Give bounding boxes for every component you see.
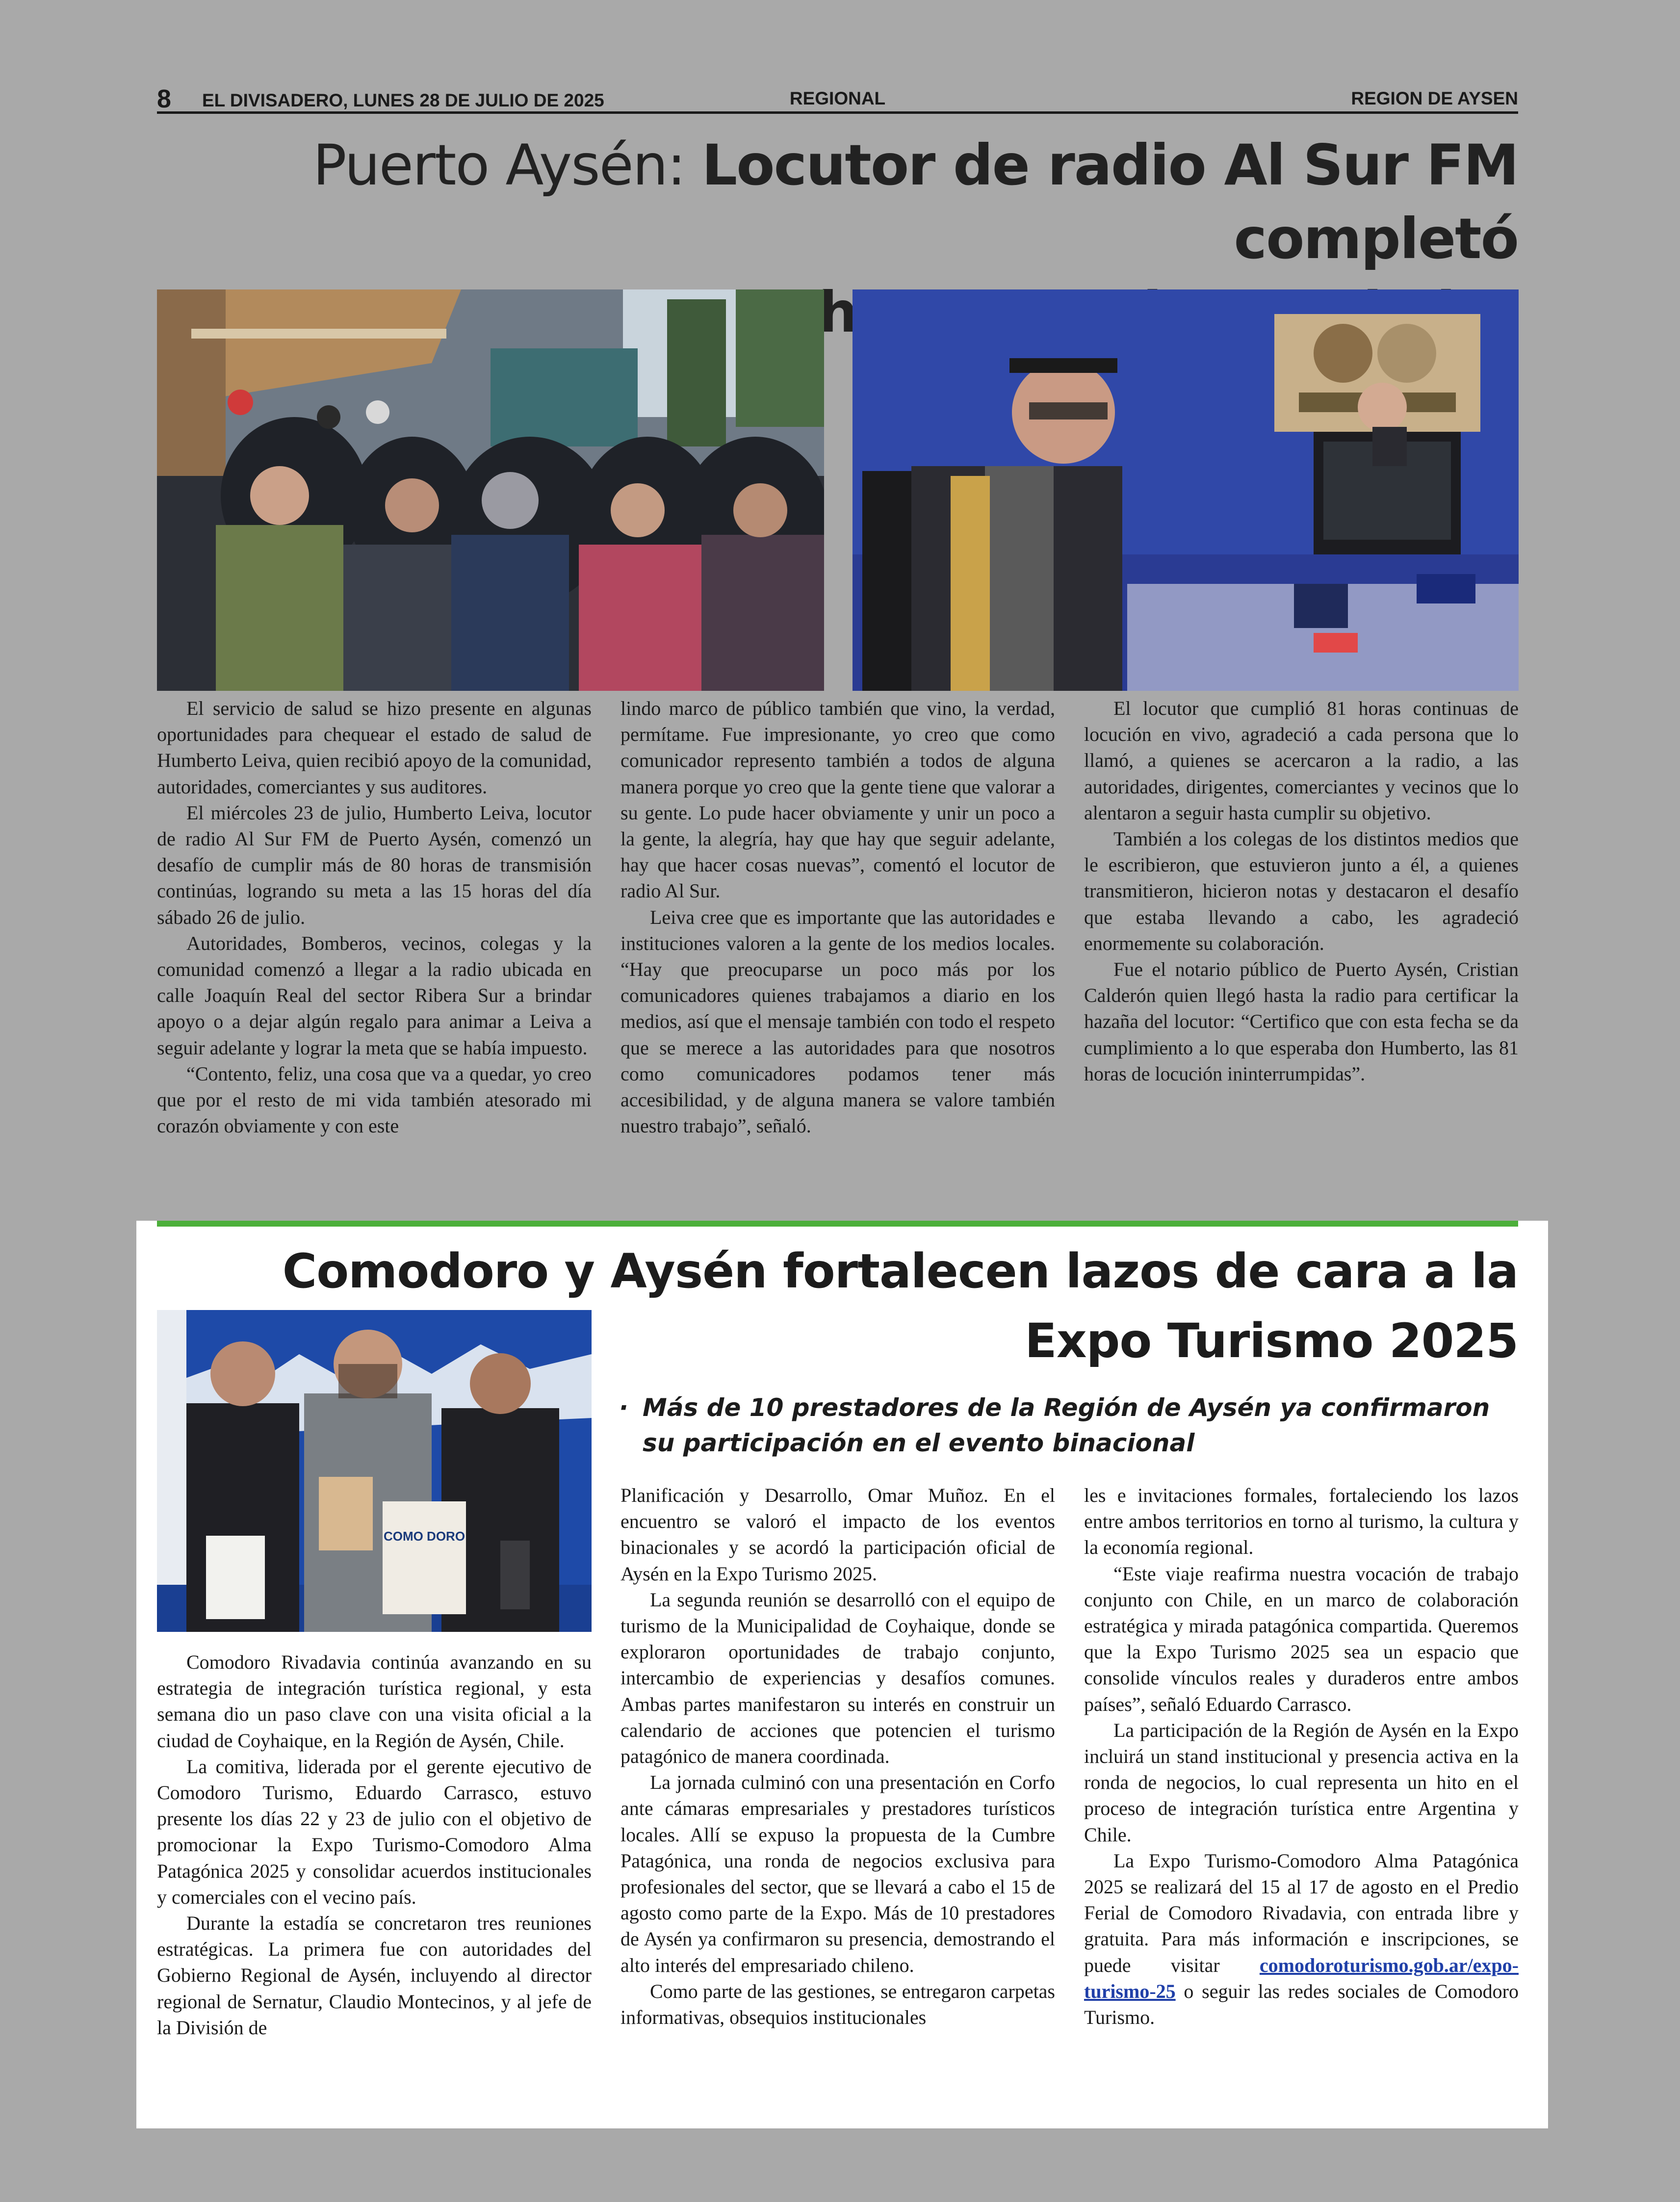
newspaper-dateline: EL DIVISADERO, LUNES 28 DE JULIO DE 2025 — [202, 90, 604, 110]
article1-headline-line1 — [157, 129, 1518, 276]
paragraph: “Contento, feliz, una cosa que va a quedar, yo creo que por el resto de mi vida también atesorado mi corazón obviamente y con este — [157, 1062, 592, 1137]
paragraph — [1084, 1848, 1519, 2030]
expo-link[interactable]: comodoroturismo.gob.ar/expo-turismo-25 — [1084, 1954, 1519, 2002]
article2-column-3 — [1084, 1482, 1519, 2030]
article1-column-1 — [157, 695, 592, 1139]
article2-headline-line1: Comodoro y Aysén fortalecen lazos de cara a la — [282, 1244, 1518, 1299]
article1-column-3 — [1084, 695, 1519, 1087]
paragraph: Planificación y Desarrollo, Omar Muñoz. En el encuentro se valoró el impacto de los eventos binacionales y se acordó la participación oficial de Aysén en la Expo Turismo 2025. — [620, 1484, 1055, 1585]
paragraph: El miércoles 23 de julio, Humberto Leiva, locutor de radio Al Sur FM de Puerto Aysén, comenzó un desafío de cumplir más de 80 horas de transmisión continúas, logrando su meta a las 15 horas del día sábado 26 de julio. — [157, 801, 592, 928]
paragraph: La participación de la Región de Aysén en la Expo incluirá un stand institucional y presencia activa en la ronda de negocios, lo cual representa un hito en el proceso de integración turística entre Argentina y Chile. — [1084, 1719, 1519, 1846]
paragraph: La segunda reunión se desarrolló con el equipo de turismo de la Municipalidad de Coyhaique, donde se exploraron oportunidades de trabajo conjunto, intercambio de experiencias y desafíos comunes. Ambas partes manifestaron su interés en construir un calendario de acciones que potencien el turismo patagónico de manera coordinada. — [620, 1588, 1055, 1768]
paragraph: Como parte de las gestiones, se entregaron carpetas informativas, obsequios institucionales — [620, 1980, 1055, 2029]
paragraph: El servicio de salud se hizo presente en algunas oportunidades para chequear el estado de salud de Humberto Leiva, quien recibió apoyo de la comunidad, autoridades, comerciantes y sus auditores. — [157, 697, 592, 798]
article2-column-2 — [620, 1482, 1055, 2030]
paragraph: Leiva cree que es importante que las autoridades e instituciones valoren a la gente de los medios locales. “Hay que preocuparse un poco más por los comunicadores quienes trabajamos a diario en los medios, así que el mensaje también con todo el respeto que se merece a las autoridades para que nosotros como comunicadores podamos tener más accesibilidad, y de alguna manera se valore también nuestro trabajo”, señaló. — [620, 906, 1055, 1137]
paragraph-text: La Expo Turismo-Comodoro Alma Patagónica 2025 se realizará del 15 al 17 de agosto en el Predio Ferial de Comodoro Rivadavia, con entrada libre y gratuita. Para más información e inscripciones, se puede visitar — [1084, 1849, 1519, 1976]
paragraph: Comodoro Rivadavia continúa avanzando en su estrategia de integración turística regional, y esta semana dio un paso clave con una visita oficial a la ciudad de Coyhaique, en la Región de Aysén, Chile. — [157, 1651, 592, 1752]
paragraph: Autoridades, Bomberos, vecinos, colegas y la comunidad comenzó a llegar a la radio ubicada en calle Joaquín Real del sector Ribera Sur a brindar apoyo o a dejar algún regalo para animar a Leiva a seguir adelante y lograr la meta que se había impuesto. — [157, 932, 592, 1059]
section-name: REGIONAL — [789, 88, 886, 108]
paragraph: La jornada culminó con una presentación en Corfo ante cámaras empresariales y prestadores turísticos locales. Allí se expuso la propuesta de la Cumbre Patagónica, una ronda de negocios exclusiva para profesionales del sector, que se llevará a cabo el 15 de agosto como parte de la Expo. Más de 10 prestadores de Aysén ya confirmaron su presencia, demostrando el alto interés del empresariado chileno. — [620, 1771, 1055, 1976]
paragraph: También a los colegas de los distintos medios que le escribieron, que estuvieron junto a él, a quienes transmitieron, hicieron notas y destacaron el desafío que estaba llevando a cabo, les agradeció enormemente su colaboración. — [1084, 828, 1519, 954]
comitiva-photo — [157, 1310, 592, 1632]
kicker-text: Más de 10 prestadores de la Región de Aysén ya confirmaron su participación en el evento binacional — [643, 1393, 1490, 1457]
page-header — [157, 84, 1518, 114]
article2-column-1 — [157, 1649, 592, 2041]
headline-main: Locutor de radio Al Sur FM completó — [701, 132, 1518, 271]
paragraph: Durante la estadía se concretaron tres reuniones estratégicas. La primera fue con autoridades del Gobierno Regional de Aysén, incluyendo al director regional de Sernatur, Claudio Montecinos, y al jefe de la División de — [157, 1912, 592, 2039]
article2-kicker — [619, 1390, 1519, 1461]
green-divider — [157, 1221, 1518, 1227]
paragraph: lindo marco de público también que vino, la verdad, permítame. Fue impresionante, yo creo que como comunicador represento también a todos de alguna manera porque yo creo que la gente tiene que valorar a su gente. Lo pude hacer obviamente y unir un poco a la gente, la alegría, hay que hay que seguir adelante, hay que hacer cosas nuevas”, comentó el locutor de radio Al Sur. — [620, 697, 1055, 902]
paragraph: les e invitaciones formales, fortaleciendo los lazos entre ambos territorios en torno al turismo, la cultura y la economía regional. — [1084, 1484, 1519, 1559]
bag-logo-text: COMO DORO — [383, 1529, 465, 1544]
region-name: REGION DE AYSEN — [1351, 88, 1518, 108]
crowd-photo — [157, 289, 824, 691]
page-number: 8 — [157, 85, 171, 113]
headline-lead: Puerto Aysén: — [312, 132, 702, 198]
article1-column-2 — [620, 695, 1055, 1139]
article2-headline-line2: Expo Turismo 2025 — [1025, 1313, 1518, 1368]
announcer-photo — [853, 289, 1519, 691]
paragraph-text: o seguir las redes sociales de Comodoro Turismo. — [1084, 1980, 1519, 2029]
kicker-bullet: · — [619, 1393, 628, 1422]
paragraph: Fue el notario público de Puerto Aysén, Cristian Calderón quien llegó hasta la radio para certificar la hazaña del locutor: “Certifico que con esta fecha se da cumplimiento a lo que esperaba don Humberto, las 81 horas de locución ininterrumpidas”. — [1084, 958, 1519, 1085]
paragraph: “Este viaje reafirma nuestra vocación de trabajo conjunto con Chile, en un marco de colaboración estratégica y mirada patagónica compartida. Queremos que la Expo Turismo 2025 sea un espacio que consolide vínculos reales y duraderos entre ambos países”, señaló Eduardo Carrasco. — [1084, 1562, 1519, 1715]
paragraph: La comitiva, liderada por el gerente ejecutivo de Comodoro Turismo, Eduardo Carrasco, estuvo presente los días 22 y 23 de julio con el objetivo de promocionar la Expo Turismo-Comodoro Alma Patagónica 2025 y consolidar acuerdos institucionales y comerciales con el vecino país. — [157, 1755, 592, 1908]
paragraph: El locutor que cumplió 81 horas continuas de locución en vivo, agradeció a cada persona que lo llamó, a quienes se acercaron a la radio, a las autoridades, dirigentes, comerciantes y vecinos que lo alentaron a seguir hasta cumplir su objetivo. — [1084, 697, 1519, 824]
